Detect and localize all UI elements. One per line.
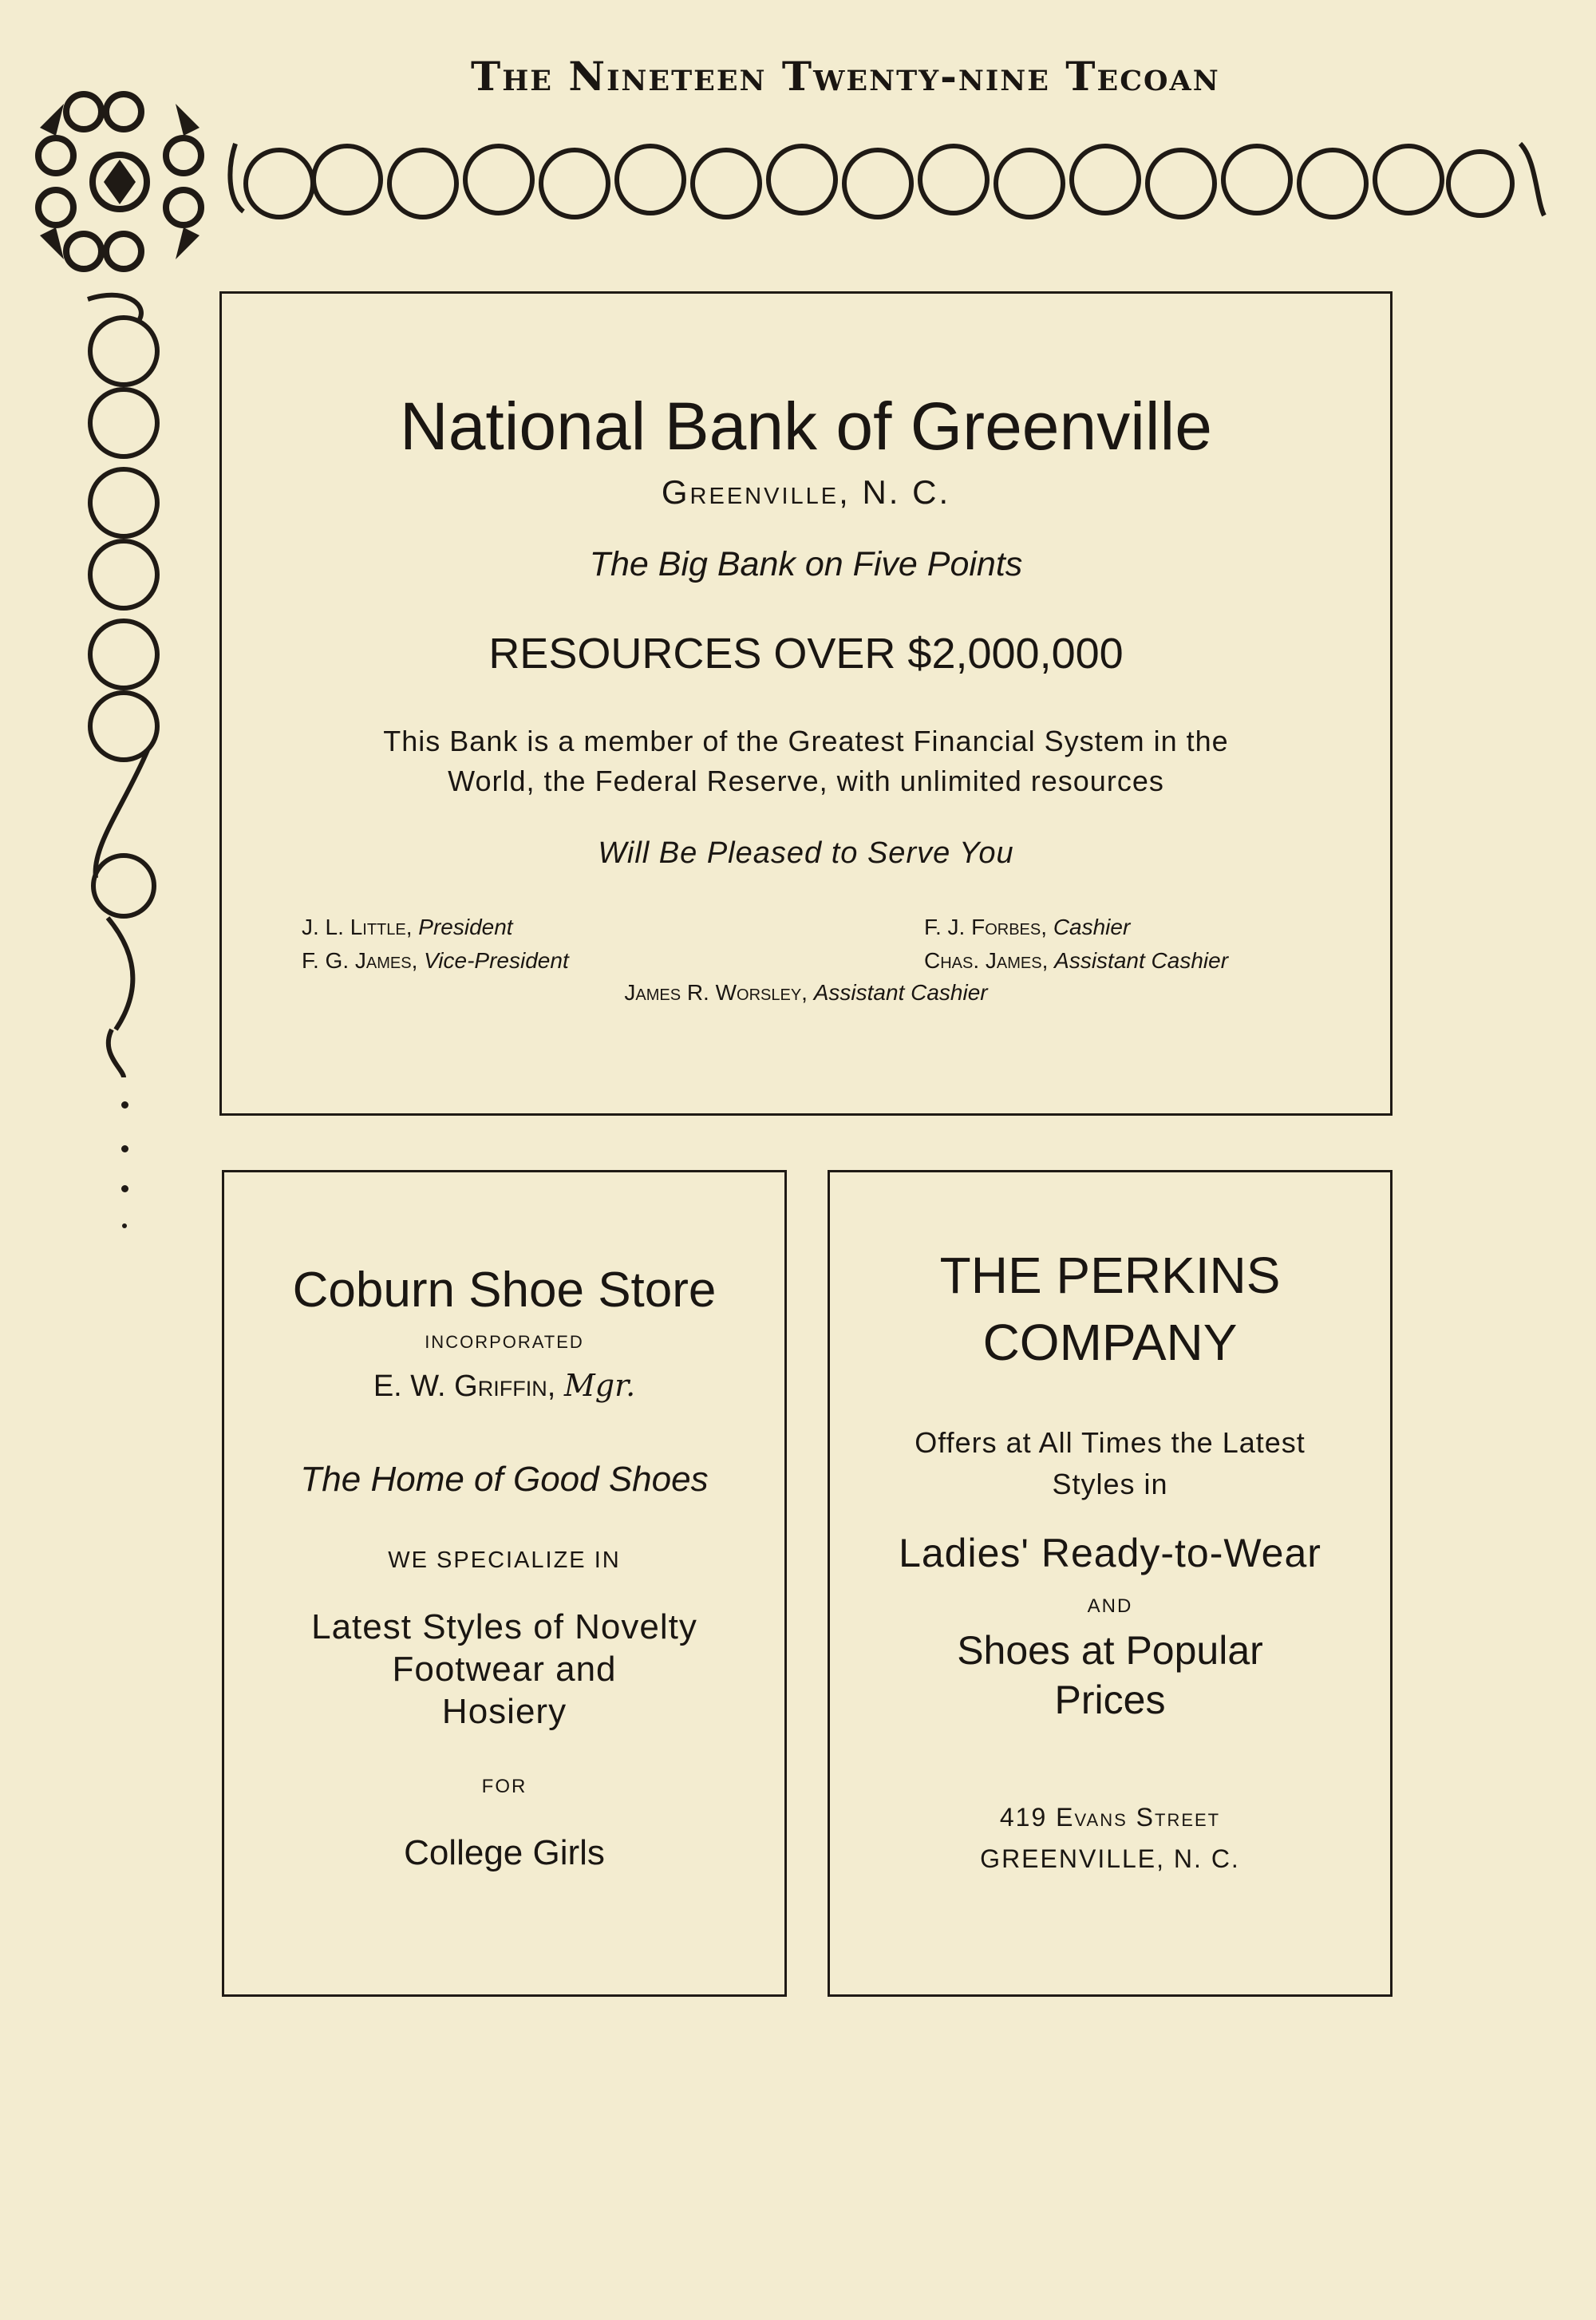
perkins-product-1: Ladies' Ready-to-Wear (899, 1531, 1321, 1575)
ornament-dot (121, 1145, 128, 1152)
shoe-store-items-line-2: Footwear and (392, 1650, 617, 1689)
officer-assistant-cashier-2 (222, 980, 1390, 1006)
top-border-ornament-icon (227, 136, 1552, 223)
perkins-address-street: 419 Evans Street (999, 1803, 1221, 1832)
perkins-company-advertisement (828, 1170, 1393, 1997)
corner-ornament-icon (24, 80, 223, 279)
page-header-title: The Nineteen Twenty-nine Tecoan (471, 53, 1220, 100)
bank-resources: RESOURCES OVER $2,000,000 (488, 630, 1124, 678)
shoe-store-items-line-3: Hosiery (441, 1692, 567, 1731)
perkins-name-line-2: COMPANY (982, 1314, 1238, 1371)
officer-title: President (418, 915, 513, 939)
officer-name: F. J. Forbes, (924, 915, 1048, 939)
officer-president (302, 915, 513, 940)
shoe-store-tagline: The Home of Good Shoes (300, 1460, 709, 1499)
officer-title: Vice-President (424, 948, 569, 973)
perkins-product-2-line-2: Prices (1054, 1678, 1166, 1722)
shoe-store-advertisement (222, 1170, 787, 1997)
officer-name: F. G. James, (302, 948, 418, 973)
perkins-name-line-1: THE PERKINS (939, 1247, 1281, 1304)
perkins-product-2-line-1: Shoes at Popular (957, 1628, 1263, 1673)
ornament-dot (121, 1185, 128, 1192)
bank-location: Greenville, N. C. (661, 473, 951, 511)
officer-title: Cashier (1053, 915, 1131, 939)
perkins-offers-line-2: Styles in (1052, 1468, 1168, 1500)
perkins-address-city: GREENVILLE, N. C. (980, 1844, 1240, 1873)
bank-serve-line: Will Be Pleased to Serve You (598, 836, 1014, 870)
shoe-store-for: FOR (481, 1776, 527, 1797)
perkins-and: AND (1087, 1595, 1133, 1617)
shoe-store-specialize: WE SPECIALIZE IN (388, 1547, 621, 1573)
manager-title: Mgr. (563, 1368, 636, 1403)
officer-title: Assistant Cashier (1054, 948, 1229, 973)
bank-advertisement (219, 291, 1393, 1116)
officer-assistant-cashier (924, 948, 1228, 974)
ornament-dot (122, 1223, 127, 1228)
shoe-store-name: Coburn Shoe Store (292, 1263, 717, 1318)
officer-name: J. L. Little, (302, 915, 413, 939)
bank-member-line-2: World, the Federal Reserve, with unlimited resources (448, 765, 1164, 797)
left-border-ornament-icon (76, 287, 172, 1085)
shoe-store-audience: College Girls (404, 1833, 605, 1872)
shoe-store-items-line-1: Latest Styles of Novelty (311, 1607, 697, 1646)
perkins-offers-line-1: Offers at All Times the Latest (915, 1426, 1306, 1459)
officer-vice-president (302, 948, 569, 974)
officer-cashier (924, 915, 1130, 940)
shoe-store-incorporated: INCORPORATED (425, 1332, 584, 1352)
officer-name: James R. Worsley, (624, 980, 808, 1005)
officer-name: Chas. James, (924, 948, 1049, 973)
bank-name: National Bank of Greenville (400, 389, 1212, 464)
bank-tagline: The Big Bank on Five Points (589, 545, 1023, 583)
bank-member-line-1: This Bank is a member of the Greatest Financial System in the (383, 725, 1229, 757)
manager-name: E. W. Griffin, (373, 1369, 556, 1403)
shoe-store-manager (224, 1368, 784, 1404)
officer-title: Assistant Cashier (813, 980, 988, 1005)
ornament-dot (121, 1101, 128, 1109)
